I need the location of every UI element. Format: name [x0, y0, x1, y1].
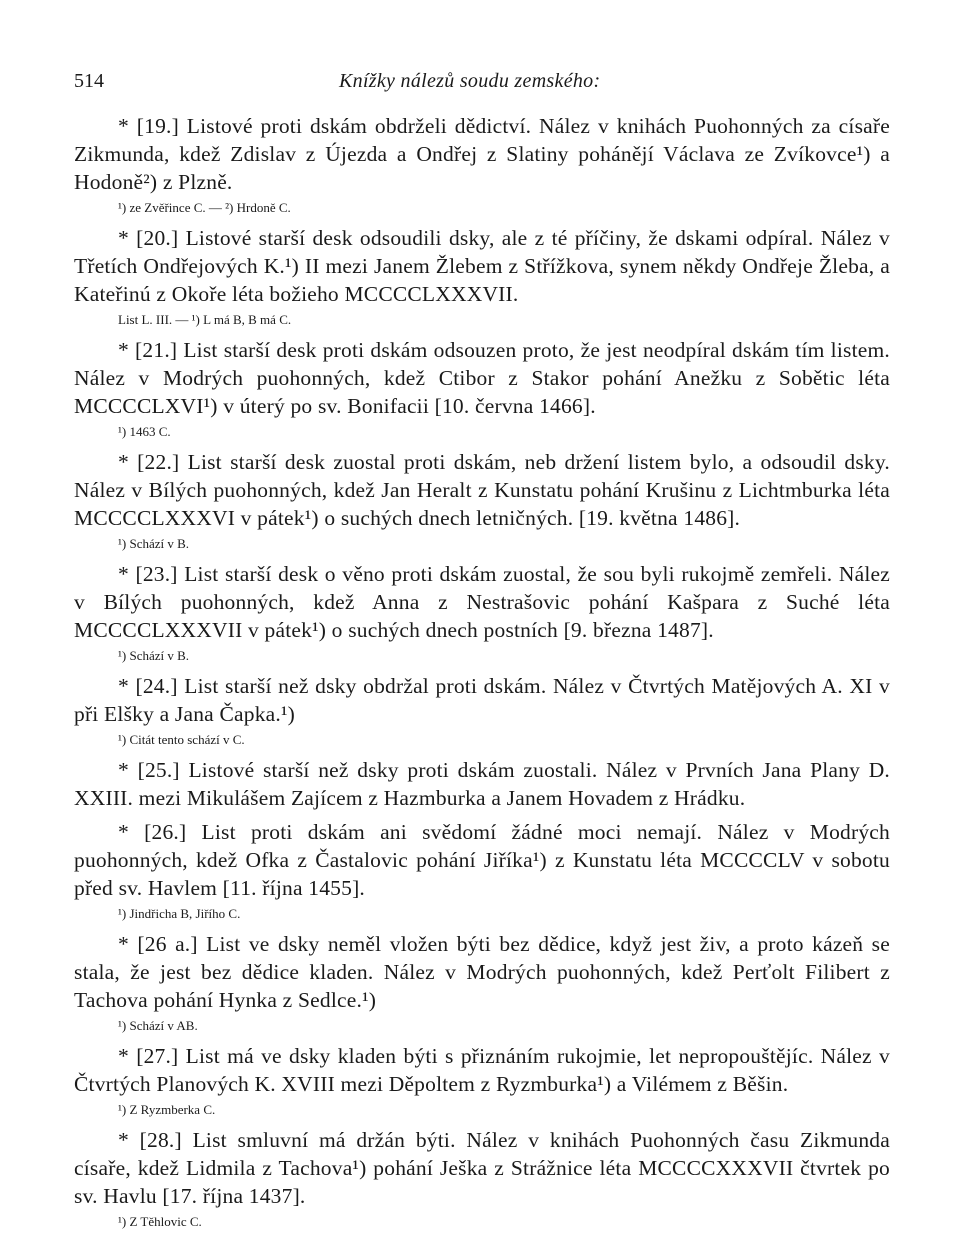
- entry-text: * [25.] Listové starší než dsky proti dskám zuostali. Nález v Prvních Jana Plany D. XXIII. mezi Mikulášem Zajícem z Hazmburka a Janem Hovadem z Hrádku.: [74, 758, 890, 810]
- page-body: [74, 112, 890, 1238]
- entry-22: [74, 448, 890, 554]
- entry-25: [74, 756, 890, 812]
- entry-26: [74, 818, 890, 924]
- footnote: ¹) 1463 C.: [118, 424, 171, 439]
- footnote: ¹) Citát tento schází v C.: [118, 732, 245, 747]
- footnote: ¹) Z Těhlovic C.: [118, 1214, 202, 1229]
- footnote: ¹) Schází v B.: [118, 648, 190, 663]
- entry-24: [74, 672, 890, 750]
- entry-text: * [27.] List má ve dsky kladen býti s přiznáním rukojmie, let nepropouštějíc. Nález v Čtvrtých Planových K. XVIII mezi Děpoltem z Ryzmburka¹) a Vilémem z Běšin.: [74, 1044, 890, 1096]
- entry-text: * [26.] List proti dskám ani svědomí žádné moci nemají. Nález v Modrých puohonných, kdež Ofka z Častalovic pohání Jiříka¹) z Kunstatu léta MCCCCLV v sobotu před sv. Havlem [11. října 1455].: [74, 820, 890, 900]
- entry-27: [74, 1042, 890, 1120]
- entry-text: * [24.] List starší než dsky obdržal proti dskám. Nález v Čtvrtých Matějových A. XI v při Elšky a Jana Čapka.¹): [74, 674, 890, 726]
- footnote: ¹) ze Zvěřince C. — ²) Hrdoně C.: [118, 200, 291, 215]
- entry-text: * [23.] List starší desk o věno proti dskám zuostal, že sou byli rukojmě zemřeli. Nález v Bílých puohonných, kdež Anna z Nestrašovic pohání Kašpara z Suché léta MCCCCLXXXVII v pátek¹) o suchých dnech postních [9. března 1487].: [74, 562, 890, 642]
- entry-23: [74, 560, 890, 666]
- page-header: [74, 70, 890, 98]
- running-title: Knížky nálezů soudu zemského:: [339, 70, 601, 92]
- entry-text: * [19.] Listové proti dskám obdrželi dědictví. Nález v knihách Puohonných za císaře Zikmunda, kdež Zdislav z Újezda a Ondřej z Slatiny pohánějí Václava ze Zvíkovce¹) a Hodoně²) z Plzně.: [74, 114, 890, 194]
- entry-text: * [21.] List starší desk proti dskám odsouzen proto, že jest neodpíral dskám tím listem. Nález v Modrých puohonných, kdež Ctibor z Stakor pohání Anežku z Sobětic léta MCCCCLXVI¹) v úterý po sv. Bonifacii [10. června 1466].: [74, 338, 890, 418]
- footnote: ¹) Schází v B.: [118, 536, 190, 551]
- entry-text: * [28.] List smluvní má držán býti. Nález v knihách Puohonných času Zikmunda císaře, kdež Lidmila z Tachova¹) pohání Ješka z Strážnice léta MCCCCXXXVII čtvrtek po sv. Havlu [17. října 1437].: [74, 1128, 890, 1208]
- entry-text: * [22.] List starší desk zuostal proti dskám, neb držení listem bylo, a odsoudil dsky. Nález v Bílých puohonných, kdež Jan Heralt z Kunstatu pohání Krušinu z Lichtmburka léta MCCCCLXXXVI v pátek¹) o suchých dnech letničných. [19. května 1486].: [74, 450, 890, 530]
- entry-text: * [26 a.] List ve dsky neměl vložen býti bez dědice, když jest živ, a proto kázeň se stala, že jest bez dědice kladen. Nález v Modrých puohonných, kdež Perťolt Filibert z Tachova pohání Hynka z Sedlce.¹): [74, 932, 890, 1012]
- footnote: ¹) Z Ryzmberka C.: [118, 1102, 216, 1117]
- footnote: List L. III. — ¹) L má B, B má C.: [118, 312, 292, 327]
- footnote: ¹) Schází v AB.: [118, 1018, 198, 1033]
- footnote: ¹) Jindřicha B, Jiřího C.: [118, 906, 241, 921]
- entry-28: [74, 1126, 890, 1232]
- entry-20: [74, 224, 890, 330]
- entry-26a: [74, 930, 890, 1036]
- entry-text: * [20.] Listové starší desk odsoudili dsky, ale z té příčiny, že dskami odpíral. Nález v Třetích Ondřejových K.¹) II mezi Janem Žlebem z Střížkova, synem někdy Ondřeje Žleba, a Kateřinú z Okoře léta božieho MCCCCLXXXVII.: [74, 226, 890, 306]
- entry-19: [74, 112, 890, 218]
- entry-21: [74, 336, 890, 442]
- page-number: 514: [74, 70, 104, 92]
